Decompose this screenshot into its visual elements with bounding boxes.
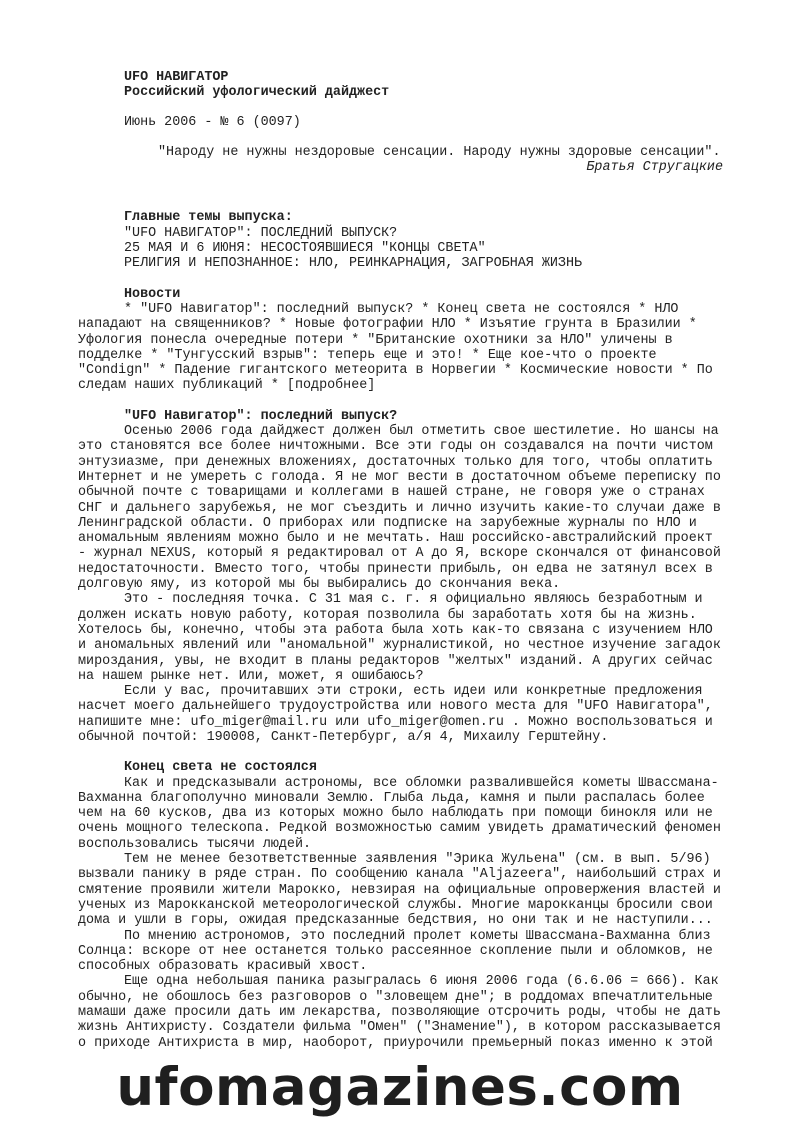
epigraph-text: "Народу не нужны нездоровые сенсации. Народу нужны здоровые сенсации". bbox=[158, 144, 721, 160]
main-topics bbox=[78, 210, 723, 271]
article-paragraph: Это - последняя точка. С 31 мая с. г. я официально являюсь безработным и должен искать новую работу, которая позволила бы заработать хотя бы на жизнь. Хотелось бы, конечно, чтобы эта работа была хоть как-то связана с изучением НЛО и аномальных явлений или "аномальной" журналистикой, но честное изучение загадок мироздания, увы, не входит в планы редакторов "желтых" изданий. А других сейчас на нашем рынке нет. Или, может, я ошибаюсь? bbox=[78, 592, 721, 684]
topic-item: РЕЛИГИЯ И НЕПОЗНАННОЕ: НЛО, РЕИНКАРНАЦИЯ, ЗАГРОБНАЯ ЖИЗНЬ bbox=[124, 256, 583, 272]
article-paragraph: Еще одна небольшая паника разыгралась 6 июня 2006 года (6.6.06 = 666). Как обычно, не обошлось без разговоров о "зловещем дне"; в роддомах впечатлительные мамаши даже просили дать им лекарства, позволяющие отсрочить роды, чтобы не дать жизнь Антихристу. Создатели фильма "Омен" ("Знамение"), в котором рассказывается о приходе Антихриста в мир, наоборот, приурочили премьерный показ именно к этой bbox=[78, 974, 721, 1051]
topic-item: 25 МАЯ И 6 ИЮНЯ: НЕСОСТОЯВШИЕСЯ "КОНЦЫ СВЕТА" bbox=[124, 241, 486, 257]
magazine-subtitle: Российский уфологический дайджест bbox=[124, 85, 390, 101]
news-summary: * "UFO Навигатор": последний выпуск? * Конец света не состоялся * НЛО нападают на священников? * Новые фотографии НЛО * Изъятие грунта в Бразилии * Уфология понесла очередные потери * "Британские охотники за НЛО" уличены в подделке * "Тунгусский взрыв": теперь еще и это! * Еще кое-что о проекте "Condign" * Падение гигантского метеорита в Норвегии * Космические новости * По следам наших публикаций * [подробнее] bbox=[78, 301, 713, 394]
topics-heading: Главные темы выпуска: bbox=[124, 210, 293, 226]
article-heading: Конец света не состоялся bbox=[124, 760, 317, 776]
news-heading: Новости bbox=[124, 286, 181, 302]
site-watermark: ufomagazines.com bbox=[116, 1057, 684, 1118]
article-paragraph: Тем не менее безответственные заявления "Эрика Жульена" (см. в вып. 5/96) вызвали панику в ряде стран. По сообщению канала "Aljazeera", наибольший страх и смятение проявили жители Марокко, невзирая на официальные опровержения властей и ученых из Марокканской метеорологической службы. Многие марокканцы бросили свои дома и ушли в горы, ожидая предсказанные бедствия, но они так и не наступили... bbox=[78, 852, 721, 929]
magazine-title: UFO НАВИГАТОР bbox=[124, 70, 229, 85]
article-paragraph: Как и предсказывали астрономы, все обломки развалившейся кометы Швассмана-Вахманна благополучно миновали Землю. Глыба льда, камня и пыли распалась более чем на 60 кусков, два из которых можно было наблюдать при помощи бинокля или не очень мощного телескопа. Редкой возможностью самим увидеть драматический феномен воспользовались тысячи людей. bbox=[78, 775, 721, 852]
article-paragraph: Если у вас, прочитавших эти строки, есть идеи или конкретные предложения насчет моего дальнейшего трудоустройства или нового места для "UFO Навигатора", напишите мне: ufo_miger@mail.ru или ufo_miger@omen.ru . Можно воспользоваться и обычной почтой: 190008, Санкт-Петербург, а/я 4, Михаилу Герштейну. bbox=[78, 684, 713, 745]
document-page bbox=[78, 70, 723, 1051]
article-heading: "UFO Навигатор": последний выпуск? bbox=[124, 408, 398, 424]
article-paragraph: По мнению астрономов, это последний пролет кометы Швассмана-Вахманна близ Солнца: вскоре от нее останется только рассеянное скопление пыли и обломков, не способных образовать красивый хвост. bbox=[78, 928, 713, 975]
issue-date: Июнь 2006 - № 6 (0097) bbox=[124, 114, 301, 130]
article-end-of-world bbox=[78, 760, 723, 1051]
topic-item: "UFO НАВИГАТОР": ПОСЛЕДНИЙ ВЫПУСК? bbox=[124, 225, 398, 241]
news-section bbox=[78, 287, 723, 394]
article-last-issue bbox=[78, 409, 723, 746]
epigraph bbox=[158, 145, 723, 176]
epigraph-author: Братья Стругацкие bbox=[586, 160, 723, 176]
article-paragraph: Осенью 2006 года дайджест должен был отметить свое шестилетие. Но шансы на это становятся все более ничтожными. Все эти годы он создавался на почти чистом энтузиазме, при денежных вложениях, достаточных только для того, чтобы оплатить Интернет и не умереть с голода. Я не мог вести в достаточном объеме переписку по обычной почте с товарищами и коллегами в нашей стране, не говоря уже о странах СНГ и дальнего зарубежья, не мог съездить и лично изучить какие-то случаи даже в Ленинградской области. О приборах или подписке на зарубежные журналы по НЛО и аномальным явлениям можно было и не мечтать. Наш российско-австралийский проект - журнал NEXUS, который я редактировал от А до Я, вскоре скончался от финансовой недостаточности. Вместо того, чтобы принести прибыль, он едва не затянул всех в долговую яму, из которой мы бы выбирались до скончания века. bbox=[78, 424, 721, 593]
masthead bbox=[124, 70, 723, 130]
